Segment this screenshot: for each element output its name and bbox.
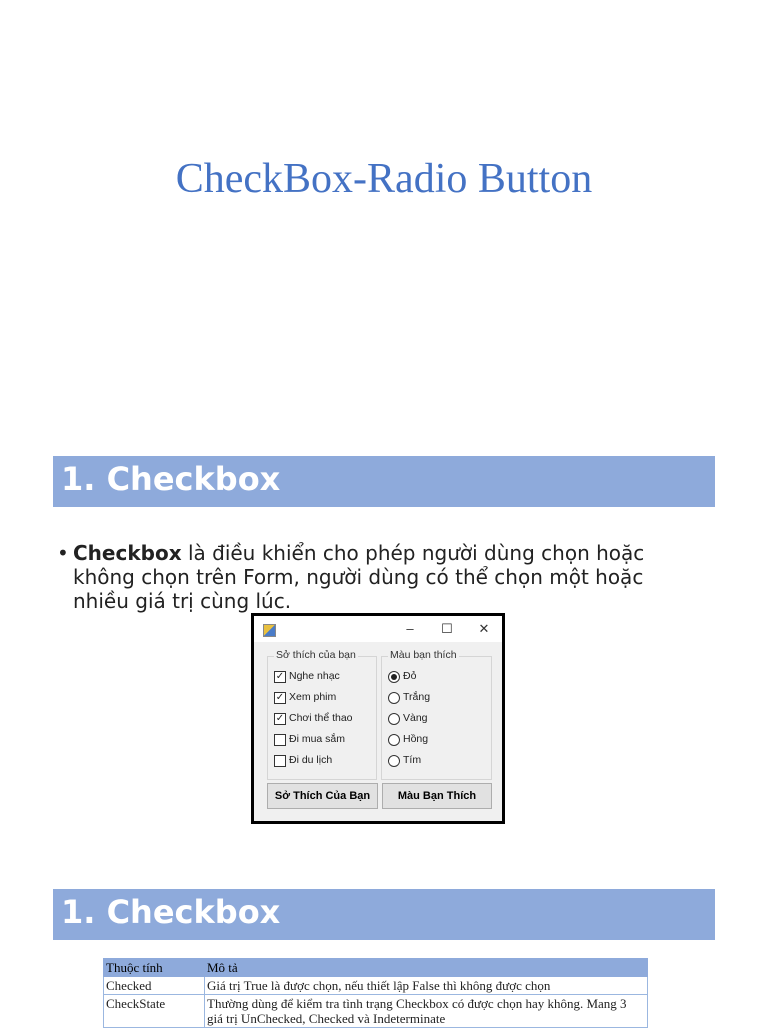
colors-legend: Màu bạn thích [390,649,457,661]
radio-label: Tím [403,754,422,766]
minimize-icon[interactable]: – [406,621,414,636]
hobbies-legend: Sở thích của bạn [276,649,356,661]
bullet-dot: • [57,541,69,565]
checkbox-label: Đi mua sắm [289,733,346,745]
form-window-screenshot [251,613,505,824]
radio-dot [391,674,397,680]
hobbies-groupbox [267,649,377,780]
bullet-text: là điều khiển cho phép người dùng chọn hoặc không chọn trên Form, người dùng có thể chọn một hoặc nhiều giá trị cùng lúc. [73,541,645,613]
bullet-paragraph [57,541,697,613]
radio-label: Hồng [403,733,429,745]
favorite-color-button[interactable]: Màu Bạn Thích [382,783,492,809]
section-heading-2: 1. Checkbox [61,893,281,931]
table-cell: Giá trị True là được chọn, nếu thiết lập False thì không được chọn [205,977,648,995]
checkbox-label: Xem phim [289,691,337,703]
slide-title: CheckBox-Radio Button [175,156,593,202]
table-header-cell: Mô tả [205,959,648,977]
properties-table [103,958,648,1028]
table-header-row [104,959,648,977]
bullet-term: Checkbox [73,541,182,565]
checkbox-checked-icon[interactable]: ✓ [275,692,285,703]
table-row [104,977,648,995]
maximize-icon[interactable]: ☐ [441,621,453,636]
radio-selected-icon[interactable] [388,671,400,683]
radio-unselected-icon[interactable] [388,692,400,704]
hobbies-button[interactable]: Sở Thích Của Bạn [267,783,378,809]
radio-unselected-icon[interactable] [388,734,400,746]
checkbox-unchecked-icon[interactable] [274,755,286,767]
section-heading-bar-2 [53,889,715,940]
table-cell: CheckState [104,995,205,1028]
checkbox-label: Đi du lịch [289,754,333,766]
radio-label: Vàng [403,712,428,724]
radio-unselected-icon[interactable] [388,755,400,767]
checkbox-unchecked-icon[interactable] [274,734,286,746]
table-row [104,995,648,1028]
radio-label: Đỏ [403,670,417,682]
radio-unselected-icon[interactable] [388,713,400,725]
colors-groupbox [381,649,492,780]
close-icon[interactable]: ✕ [478,621,490,636]
radio-label: Trắng [403,691,431,703]
checkbox-checked-icon[interactable]: ✓ [275,671,285,682]
table-header-cell: Thuộc tính [104,959,205,977]
table-cell: Checked [104,977,205,995]
checkbox-label: Chơi thể thao [289,712,353,724]
section-heading: 1. Checkbox [61,460,281,498]
checkbox-label: Nghe nhạc [289,670,340,682]
checkbox-checked-icon[interactable]: ✓ [275,713,285,724]
section-heading-bar [53,456,715,507]
window-titlebar [254,616,502,642]
app-icon [263,624,276,637]
table-cell: Thường dùng để kiểm tra tình trạng Checkbox có được chọn hay không. Mang 3 giá trị UnChecked, Checked và Indeterminate [205,995,648,1028]
